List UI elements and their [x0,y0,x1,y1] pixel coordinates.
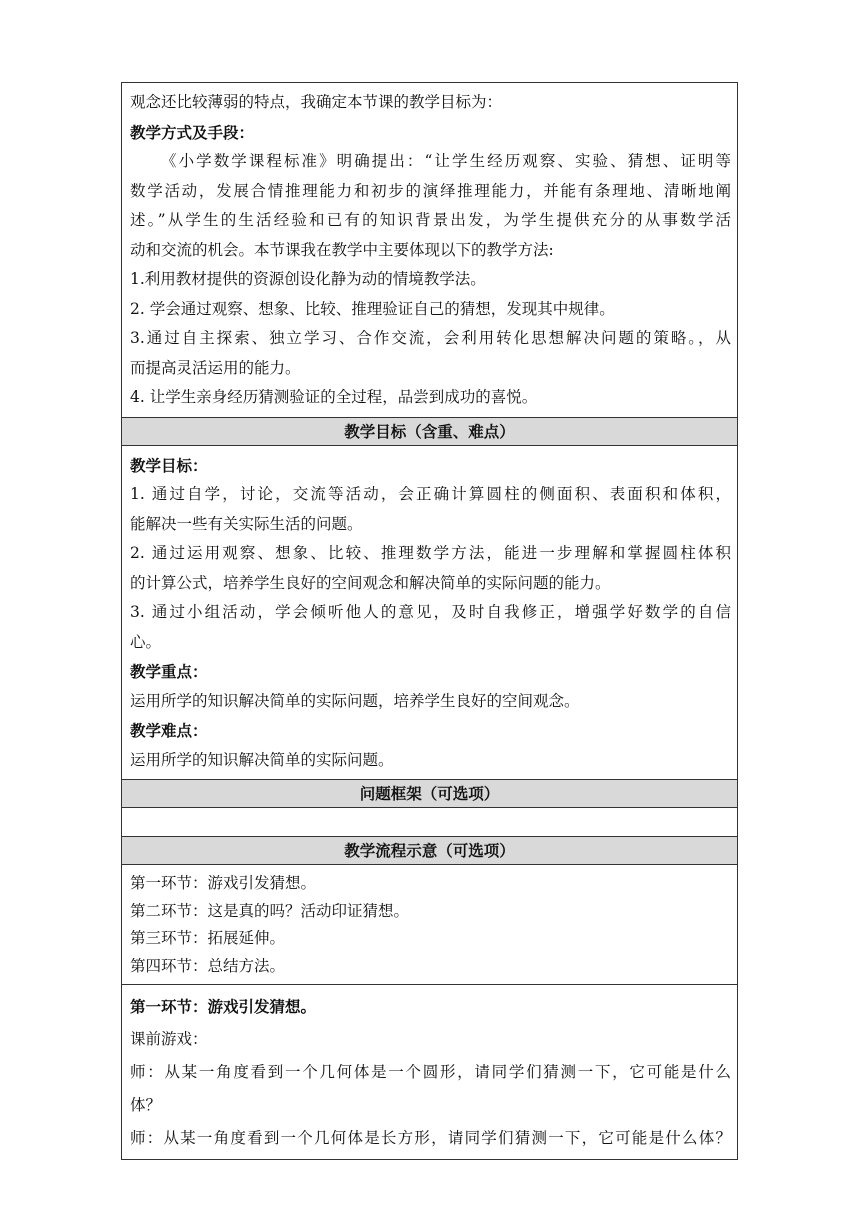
section-heading: 教学重点： [130,662,208,681]
text-line: 动和交流的机会。本节课我在教学中主要体现以下的教学方法: [130,240,554,259]
text-line: 心。 [130,632,162,651]
text-line: 观念还比较薄弱的特点，我确定本节课的教学目标为： [130,93,503,111]
section-heading: 教学目标： [130,455,208,475]
list-item: 1.利用教材提供的资源创设化静为动的情境教学法。 [130,270,486,288]
text-line: 运用所学的知识解决简单的实际问题，培养学生良好的空间观念。 [130,691,580,710]
list-item: 4. 让学生亲身经历猜测验证的全过程，品尝到成功的喜悦。 [130,388,538,406]
text-line: 课前游戏： [130,1030,208,1048]
text-line: 《小学数学课程标准》明确提出：“让学生经历观察、实验、猜想、证明等 [161,152,731,170]
section-heading: 教学方式及手段： [130,122,255,142]
stage-one-section [122,985,737,1159]
list-item: 3. 通过小组活动，学会倾听他人的意见，及时自我修正，增强学好数学的自信 [130,603,731,621]
text-line: 的计算公式，培养学生良好的空间观念和解决简单的实际问题的能力。 [130,573,611,592]
list-item: 第一环节：游戏引发猜想。 [130,874,317,892]
teaching-flow-section [122,865,737,985]
text-line: 能解决一些有关实际生活的问题。 [130,514,363,533]
list-item: 3.通过自主探索、独立学习、合作交流，会利用转化思想解决问题的策略。，从 [130,329,731,347]
text-line: 述。”从学生的生活经验和已有的知识背景出发，为学生提供充分的从事数学活 [130,211,731,229]
question-framework-cell [122,808,737,837]
lesson-plan-table [121,82,738,1160]
section-heading: 第一环节：游戏引发猜想。 [130,997,317,1016]
list-item: 2. 通过运用观察、想象、比较、推理数学方法，能进一步理解和掌握圆柱体积 [130,544,731,562]
section-heading: 教学难点： [130,721,208,740]
text-line: 师：从某一角度看到一个几何体是一个圆形，请同学们猜测一下，它可能是什么 [130,1063,731,1081]
list-item: 第四环节：总结方法。 [130,956,286,975]
text-line: 数学活动，发展合情推理能力和初步的演绎推理能力，并能有条理地、清晰地阐 [130,181,731,200]
text-line: 而提高灵活运用的能力。 [130,358,301,377]
text-line: 运用所学的知识解决简单的实际问题。 [130,750,394,769]
teaching-flow-header: 教学流程示意（可选项） [122,837,737,865]
objectives-header: 教学目标（含重、难点） [122,418,737,446]
text-line: 体？ [130,1096,162,1114]
list-item: 2. 学会通过观察、想象、比较、推理验证自己的猜想，发现其中规律。 [130,299,615,318]
list-item: 第二环节：这是真的吗？活动印证猜想。 [130,901,410,920]
list-item: 1. 通过自学，讨论，交流等活动，会正确计算圆柱的侧面积、表面积和体积， [130,485,731,503]
text-line: 师：从某一角度看到一个几何体是长方形，请同学们猜测一下，它可能是什么体？ [130,1129,731,1147]
question-framework-header: 问题框架（可选项） [122,780,737,808]
objectives-section [122,446,737,781]
teaching-methods-section [122,83,737,418]
list-item: 第三环节：拓展延伸。 [130,929,286,947]
